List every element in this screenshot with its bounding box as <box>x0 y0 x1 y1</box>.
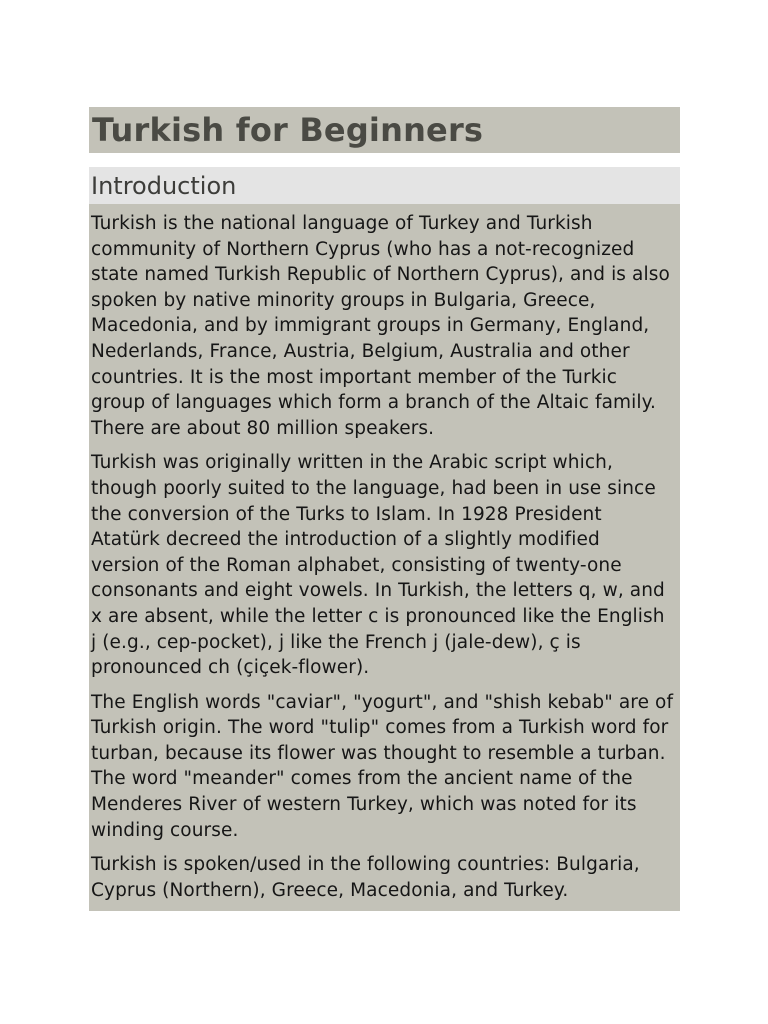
body-text-box <box>89 204 680 911</box>
section-bar <box>89 167 680 204</box>
document-page <box>89 107 680 911</box>
paragraph-1: Turkish is the national language of Turkey and Turkish community of Northern Cyprus (who has a not-recognized state named Turkish Republic of Northern Cyprus), and is also spoken by native minority groups in Bulgaria, Greece, Macedonia, and by immigrant groups in Germany, England, Nederlands, France, Austria, Belgium, Australia and other countries. It is the most important member of the Turkic group of languages which form a branch of the Altaic family. There are about 80 million speakers. <box>91 213 670 439</box>
paragraph-3: The English words "caviar", "yogurt", and "shish kebab" are of Turkish origin. The word "tulip" comes from a Turkish word for turban, because its flower was thought to resemble a turban. The word "meander" comes from the ancient name of the Menderes River of western Turkey, which was noted for its winding course. <box>91 691 674 841</box>
title-gap <box>89 153 680 167</box>
paragraph-4: Turkish is spoken/used in the following countries: Bulgaria, Cyprus (Northern), Greece, Macedonia, and Turkey. <box>91 854 640 901</box>
title-bar <box>89 107 680 153</box>
page-title: Turkish for Beginners <box>92 111 484 149</box>
section-heading: Introduction <box>91 171 237 200</box>
paragraph-2: Turkish was originally written in the Arabic script which, though poorly suited to the language, had been in use since the conversion of the Turks to Islam. In 1928 President Atatürk decreed the introduction of a slightly modified version of the Roman alphabet, consisting of twenty-one consonants and eight vowels. In Turkish, the letters q, w, and x are absent, while the letter c is pronounced like the English j (e.g., cep-pocket), j like the French j (jale-dew), ç is pronounced ch (çiçek-flower). <box>91 452 665 679</box>
